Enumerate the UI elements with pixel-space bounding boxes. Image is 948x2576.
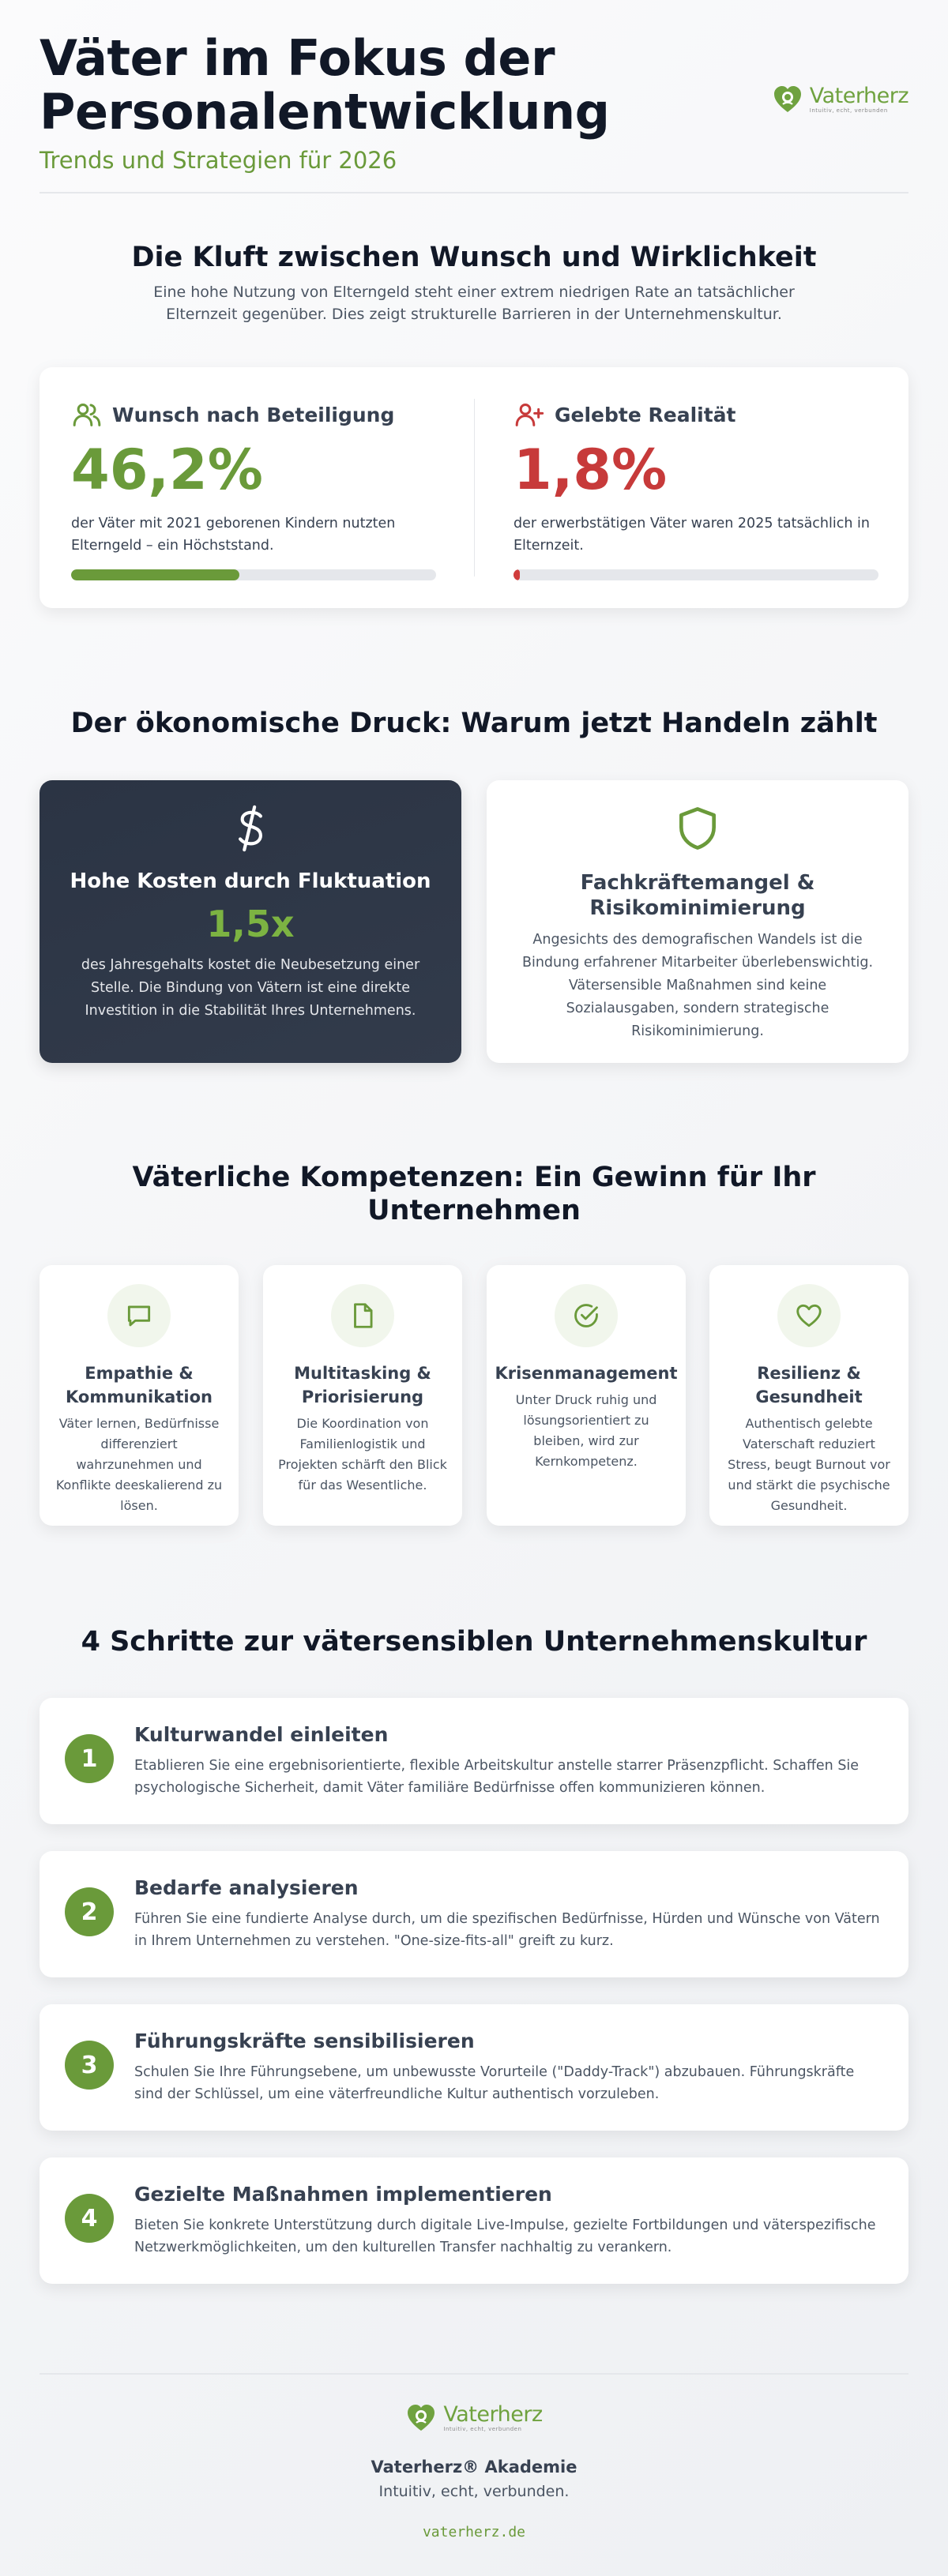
header-logo (772, 84, 908, 115)
competence-card-crisis (487, 1265, 686, 1526)
skills-shortage-card (487, 780, 908, 1063)
footer-logo-tagline: Intuitiv, echt, verbunden (443, 2426, 522, 2432)
stat-desire-progress (71, 569, 436, 580)
competence-text: Die Koordination von Familienlogistik und Projekten schärft den Blick für das Wesentliche. (278, 1416, 447, 1493)
step-title: Führungskräfte sensibilisieren (134, 2030, 475, 2052)
page-footer (40, 2373, 908, 2570)
step-number-badge: 4 (65, 2194, 114, 2243)
step-title: Kulturwandel einleiten (134, 1723, 389, 1746)
competences-section-title (40, 1161, 908, 1227)
competence-title: Krisenmanagement (495, 1364, 678, 1383)
check-circle-icon (571, 1301, 601, 1331)
footer-company-name: Vaterherz® Akademie (371, 2458, 577, 2476)
competence-text: Väter lernen, Bedürfnisse differenziert wahrzunehmen und Konflikte deeskalierend zu lösen. (55, 1416, 223, 1513)
gap-stats-card (40, 367, 908, 608)
cost-card-value: 1,5x (206, 903, 295, 945)
competence-text: Unter Druck ruhig und lösungsorientiert zu bleiben, wird zur Kernkompetenz. (515, 1392, 657, 1469)
skills-card-title (487, 870, 908, 921)
document-icon (348, 1301, 378, 1331)
cost-card-title: Hohe Kosten durch Fluktuation (70, 869, 431, 893)
vaterherz-logo-icon (405, 2402, 437, 2434)
competence-resilience-icon-wrap (777, 1284, 841, 1347)
skills-card-title-line2: Risikominimierung (589, 896, 806, 920)
cost-card (40, 780, 461, 1063)
page-subtitle: Trends und Strategien für 2026 (40, 147, 397, 174)
step-text: Führen Sie eine fundierte Analyse durch, um die spezifischen Bedürfnisse, Hürden und Wünsche von Vätern in Ihrem Unternehmen zu verstehen. "One-size-fits-all" greift zu kurz. (134, 1911, 880, 1949)
stat-reality-progress (514, 569, 878, 580)
competence-title (263, 1361, 462, 1409)
step-title: Gezielte Maßnahmen implementieren (134, 2183, 552, 2206)
skills-card-text: Angesichts des demografischen Wandels ist die Bindung erfahrener Mitarbeiter überlebenswichtig. Vätersensible Maßnahmen sind keine Sozialausgaben, sondern strategische Risikominimierung. (521, 932, 874, 1039)
competence-title-line2: Gesundheit (755, 1388, 863, 1406)
vaterherz-logo-icon (772, 84, 803, 115)
footer-logo-name: Vaterherz (443, 2402, 543, 2427)
stat-desire (71, 399, 438, 580)
competence-card-resilience (709, 1265, 908, 1526)
users-icon (71, 399, 103, 430)
gap-section-title: Die Kluft zwischen Wunsch und Wirklichkeit (131, 242, 817, 273)
step-card-1 (40, 1698, 908, 1824)
message-icon (124, 1301, 154, 1331)
stats-divider (474, 399, 475, 576)
step-text: Schulen Sie Ihre Führungsebene, um unbewusste Vorurteile ("Daddy-Track") abzubauen. Führungskräfte sind der Schlüssel, um eine väterfreundliche Kultur authentisch vorzuleben. (134, 2064, 855, 2102)
competence-title-line1: Multitasking & (294, 1364, 431, 1383)
competence-title (40, 1361, 239, 1409)
stat-reality-label: Gelebte Realität (555, 403, 736, 426)
step-number-badge: 2 (65, 1887, 114, 1936)
shield-icon (673, 804, 722, 853)
competence-card-multitasking (263, 1265, 462, 1526)
footer-logo (40, 2402, 908, 2434)
stat-reality-progress-fill (514, 569, 520, 580)
step-card-2 (40, 1851, 908, 1977)
stat-desire-text: der Väter mit 2021 geborenen Kindern nutzten Elterngeld – ein Höchststand. (71, 516, 396, 554)
page-title-line1: Väter im Fokus der (40, 29, 555, 87)
heart-icon (794, 1301, 824, 1331)
page-header (40, 29, 908, 193)
competence-text: Authentisch gelebte Vaterschaft reduziert Stress, beugt Burnout vor und stärkt die psychische Gesundheit. (728, 1416, 890, 1513)
competence-multitasking-icon-wrap (331, 1284, 394, 1347)
competence-title-line1: Resilienz & (757, 1364, 861, 1383)
competences-title-line2: Unternehmen (367, 1195, 581, 1226)
steps-section-title: 4 Schritte zur vätersensiblen Unternehmenskultur (81, 1626, 867, 1658)
gap-section-description: Eine hohe Nutzung von Elterngeld steht einer extrem niedrigen Rate an tatsächlicher Elternzeit gegenüber. Dies zeigt strukturelle Barrieren in der Unternehmenskultur. (153, 284, 795, 323)
stat-reality (514, 399, 881, 580)
step-number-badge: 3 (65, 2041, 114, 2090)
step-card-4 (40, 2157, 908, 2284)
economic-section-title: Der ökonomische Druck: Warum jetzt Handeln zählt (70, 708, 878, 739)
competence-crisis-icon-wrap (555, 1284, 618, 1347)
stat-desire-header (71, 399, 438, 430)
competence-title-line2: Priorisierung (301, 1388, 424, 1406)
stat-reality-text: der erwerbstätigen Väter waren 2025 tatsächlich in Elternzeit. (514, 516, 870, 554)
stat-desire-label: Wunsch nach Beteiligung (112, 403, 395, 426)
page-title-line2: Personalentwicklung (40, 83, 610, 141)
competence-empathy-icon-wrap (107, 1284, 171, 1347)
step-number-badge: 1 (65, 1734, 114, 1783)
skills-card-title-line1: Fachkräftemangel & (580, 871, 815, 895)
step-title: Bedarfe analysieren (134, 1876, 359, 1899)
user-plus-icon (514, 399, 545, 430)
step-card-3 (40, 2004, 908, 2131)
dollar-icon (226, 804, 275, 853)
stat-desire-progress-fill (71, 569, 239, 580)
stat-desire-value: 46,2% (71, 437, 263, 502)
stat-reality-header (514, 399, 881, 430)
competence-card-empathy (40, 1265, 239, 1526)
footer-tagline: Intuitiv, echt, verbunden. (378, 2483, 570, 2500)
step-text: Bieten Sie konkrete Unterstützung durch digitale Live-Impulse, gezielte Fortbildungen und väterspezifische Netzwerkmöglichkeiten, um den kulturellen Transfer nachhaltig zu verankern. (134, 2217, 876, 2255)
competence-title-line2: Kommunikation (66, 1388, 213, 1406)
cost-card-text: des Jahresgehalts kostet die Neubesetzung einer Stelle. Die Bindung von Vätern ist eine direkte Investition in die Stabilität Ihres Unternehmens. (81, 957, 420, 1019)
competence-title (709, 1361, 908, 1409)
logo-tagline: Intuitiv, echt, verbunden (809, 107, 888, 114)
stat-reality-value: 1,8% (514, 437, 668, 502)
step-text: Etablieren Sie eine ergebnisorientierte, flexible Arbeitskultur anstelle starrer Präsenzpflicht. Schaffen Sie psychologische Sicherheit, damit Väter familiäre Bedürfnisse offen kommunizieren können. (134, 1758, 860, 1796)
logo-name: Vaterherz (809, 84, 908, 108)
competences-title-line1: Väterliche Kompetenzen: Ein Gewinn für Ihr (132, 1162, 816, 1193)
footer-website-link[interactable]: vaterherz.de (422, 2524, 526, 2540)
competence-title-line1: Empathie & (85, 1364, 194, 1383)
